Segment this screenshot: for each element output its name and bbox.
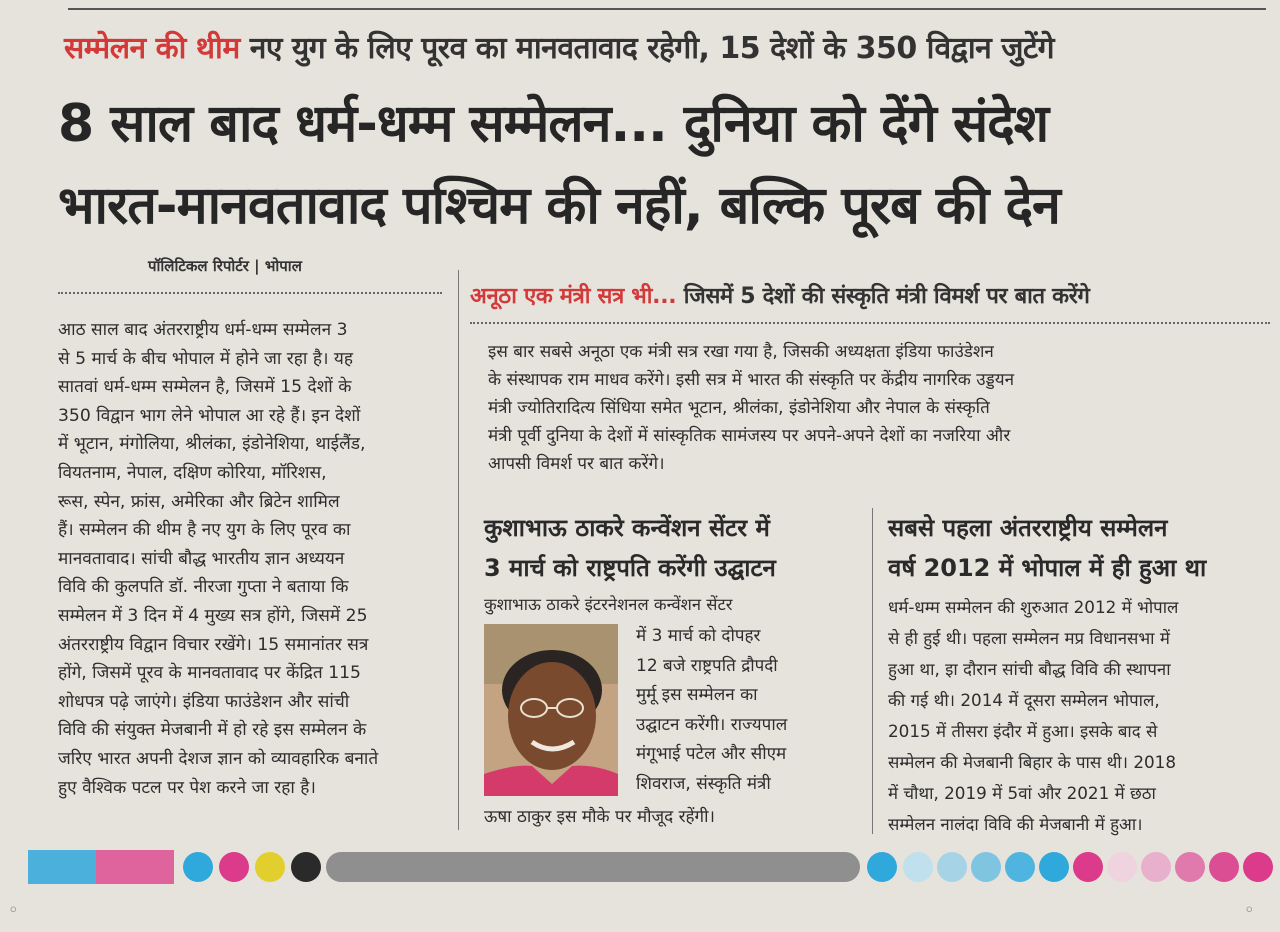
text-line: हैं। सम्मेलन की थीम है नए युग के लिए पूरव का [58, 520, 351, 541]
text-line: अंतरराष्ट्रीय विद्वान विचार रखेंगे। 15 समानांतर सत्र [58, 634, 369, 655]
box-dotted-rule [470, 322, 1270, 324]
text-line: में भूटान, मंगोलिया, श्रीलंका, इंडोनेशिया, थाईलैंड, [58, 434, 366, 455]
text-line: विवि की संयुक्त मेजबानी में हो रहे इस सम्मेलन के [58, 720, 367, 741]
column-rule-left [458, 270, 459, 830]
headline-line: कुशाभाऊ ठाकरे कन्वेंशन सेंटर में [484, 514, 770, 542]
color-dot [1175, 852, 1205, 882]
text-line: की गई थी। 2014 में दूसरा सम्मेलन भोपाल, [888, 690, 1160, 710]
text-line: इस बार सबसे अनूठा एक मंत्री सत्र रखा गया है, जिसकी अध्यक्षता इंडिया फाउंडेशन [488, 342, 994, 362]
text-line: सम्मेलन में 3 दिन में 4 मुख्य सत्र होंगे, जिसमें 25 [58, 605, 368, 626]
text-line: मंत्री ज्योतिरादित्य सिंधिया समेत भूटान, श्रीलंका, इंडोनेशिया और नेपाल के संस्कृति [488, 398, 990, 418]
text-line: आठ साल बाद अंतरराष्ट्रीय धर्म-धम्म सम्मेलन 3 [58, 320, 348, 340]
box-title-label: अनूठा एक मंत्री सत्र भी... [470, 284, 677, 309]
text-line: वियतनाम, नेपाल, दक्षिण कोरिया, मॉरिशस, [58, 462, 327, 483]
kicker-theme-text: नए युग के लिए पूरव का मानवतावाद रहेगी, 15 देशों के 350 विद्वान जुटेंगे [249, 31, 1055, 66]
text-line: शिवराज, संस्कृति मंत्री [636, 773, 771, 794]
column-rule-right [872, 508, 873, 834]
text-line: रूस, स्पेन, फ्रांस, अमेरिका और ब्रिटेन शामिल [58, 491, 340, 512]
middle-story-headline [484, 508, 776, 588]
color-dot [937, 852, 967, 882]
color-swatch [96, 850, 174, 884]
person-photo [484, 624, 618, 796]
middle-story-lead: कुशाभाऊ ठाकरे इंटरनेशनल कन्वेंशन सेंटर [484, 595, 733, 614]
text-line: धर्म-धम्म सम्मेलन की शुरुआत 2012 में भोपाल [888, 597, 1179, 617]
portrait-image [484, 624, 618, 796]
text-line: मंत्री पूर्वी दुनिया के देशों में सांस्कृतिक सामंजस्य पर अपने-अपने देशों का नजरिया और [488, 426, 1011, 446]
middle-story-body [636, 622, 866, 799]
byline: पॉलिटिकल रिपोर्टर | भोपाल [148, 257, 302, 275]
text-line: मानवतावाद। सांची बौद्ध भारतीय ज्ञान अध्ययन [58, 548, 345, 569]
kicker-theme-label: सम्मेलन की थीम [64, 31, 240, 66]
text-line: शोधपत्र पढ़े जाएंगे। इंडिया फाउंडेशन और सांची [58, 691, 350, 712]
color-dot [903, 852, 933, 882]
headline-line: वर्ष 2012 में भोपाल में ही हुआ था [888, 554, 1207, 582]
text-line: आपसी विमर्श पर बात करेंगे। [488, 454, 665, 474]
color-dot [291, 852, 321, 882]
text-line: मुर्मू इस सम्मेलन का [636, 685, 758, 705]
text-line: सम्मेलन की मेजबानी बिहार के पास थी। 2018 [888, 752, 1177, 772]
color-dot [1005, 852, 1035, 882]
color-dot [255, 852, 285, 882]
headline-line: सबसे पहला अंतरराष्ट्रीय सम्मेलन [888, 514, 1168, 542]
color-dot [1039, 852, 1069, 882]
top-rule [68, 8, 1266, 10]
kicker [64, 26, 1274, 67]
color-swatch [28, 850, 96, 884]
text-line: मंगूभाई पटेल और सीएम [636, 744, 787, 764]
print-color-bar [28, 848, 1280, 888]
text-line: के संस्थापक राम माधव करेंगे। इसी सत्र में भारत की संस्कृति पर केंद्रीय नागरिक उड्डयन [488, 370, 1015, 390]
text-line: से 5 मार्च के बीच भोपाल में होने जा रहा है। यह [58, 348, 354, 369]
text-line: में चौथा, 2019 में 5वां और 2021 में छठा [888, 783, 1156, 803]
color-dot [1209, 852, 1239, 882]
right-story-body [888, 592, 1272, 840]
box-title [470, 280, 1270, 310]
headline-line-2: भारत-मानवतावाद पश्चिम की नहीं, बल्कि पूरब की देन [58, 176, 1060, 236]
text-line: सातवां धर्म-धम्म सम्मेलन है, जिसमें 15 देशों के [58, 377, 352, 398]
text-line: से ही हुई थी। पहला सम्मेलन मप्र विधानसभा में [888, 628, 1170, 648]
byline-dotted-rule [58, 292, 442, 294]
color-dot [971, 852, 1001, 882]
text-line: में 3 मार्च को दोपहर [636, 626, 761, 646]
text-line: जरिए भारत अपनी देशज ज्ञान को व्यावहारिक बनाते [58, 748, 379, 769]
text-line: 12 बजे राष्ट्रपति द्रौपदी [636, 655, 778, 676]
text-line: 350 विद्वान भाग लेने भोपाल आ रहे हैं। इन देशों [58, 405, 361, 426]
headline-line: 3 मार्च को राष्ट्रपति करेंगी उद्घाटन [484, 554, 776, 582]
color-dot [1141, 852, 1171, 882]
registration-mark: ◦ [1244, 900, 1255, 921]
text-line: हुए वैश्विक पटल पर पेश करने जा रहा है। [58, 777, 316, 798]
headline-line-1: 8 साल बाद धर्म-धम्म सम्मेलन... दुनिया को देंगे संदेश [58, 94, 1049, 154]
text-line: विवि की कुलपति डॉ. नीरजा गुप्ता ने बताया कि [58, 577, 349, 598]
box-title-text: जिसमें 5 देशों की संस्कृति मंत्री विमर्श पर बात करेंगे [683, 284, 1090, 309]
text-line: 2015 में तीसरा इंदौर में हुआ। इसके बाद से [888, 721, 1158, 741]
color-dot [1107, 852, 1137, 882]
text-line: होंगे, जिसमें पूरव के मानवतावाद पर केंद्रित 115 [58, 663, 361, 684]
text-line: सम्मेलन नालंदा विवि की मेजबानी में हुआ। [888, 814, 1143, 834]
text-line: हुआ था, इा दौरान सांची बौद्ध विवि की स्थापना [888, 659, 1171, 679]
main-story-body [58, 316, 442, 802]
box-body [488, 338, 1250, 478]
color-dot [1073, 852, 1103, 882]
registration-mark: ◦ [8, 900, 19, 921]
right-story-headline [888, 508, 1206, 588]
gray-strip [326, 852, 860, 882]
color-dot [1243, 852, 1273, 882]
middle-story-tail: ऊषा ठाकुर इस मौके पर मौजूद रहेंगी। [484, 807, 715, 827]
color-dot [183, 852, 213, 882]
color-dot [867, 852, 897, 882]
color-dot [219, 852, 249, 882]
text-line: उद्घाटन करेंगी। राज्यपाल [636, 714, 788, 735]
